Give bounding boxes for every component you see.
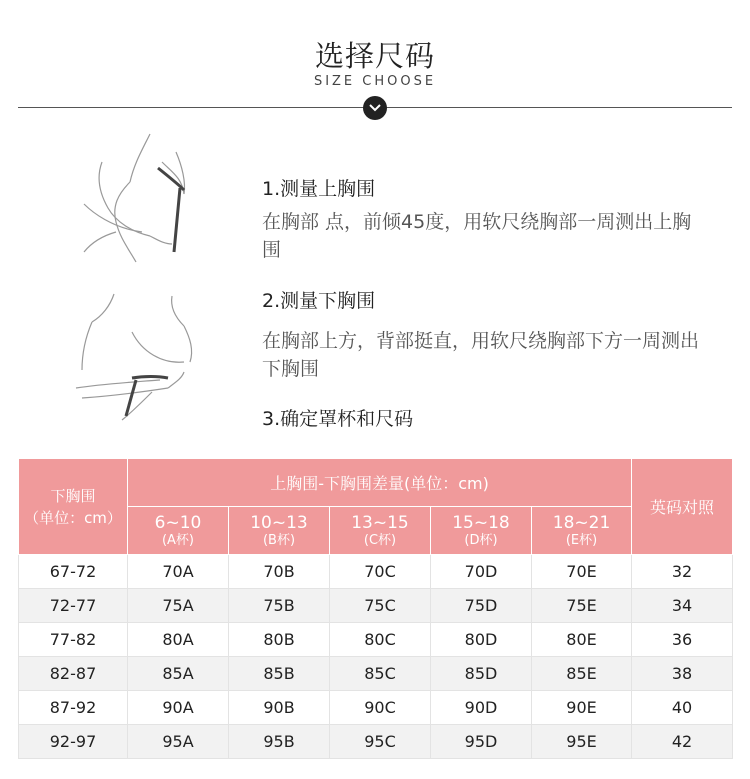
cup-letter: (B杯) [262,532,296,548]
bust-difference-header: 上胸围-下胸围差量(单位：cm) [128,459,632,507]
table-cell: 75B [229,589,330,623]
table-row [19,623,733,657]
table-cell: 80C [330,623,431,657]
cup-header [532,507,632,555]
table-row [19,691,733,725]
step-3-title: 3.确定罩杯和尺码 [262,408,414,430]
under-bust-illustration [72,292,222,432]
cup-range: 18~21 [552,512,611,533]
table-cell: 90D [431,691,532,725]
table-cell: 85B [229,657,330,691]
chevron-down-icon [363,96,387,120]
table-cell: 70B [229,555,330,589]
table-cell: 95B [229,725,330,759]
cup-letter: (C杯) [363,532,397,548]
page-title: 选择尺码 [314,39,435,73]
under-bust-header-unit: （单位：cm） [24,508,122,527]
cup-range: 13~15 [351,512,409,533]
table-cell: 80E [532,623,632,657]
cup-letter: (E杯) [565,532,598,548]
table-cell: 38 [632,657,733,691]
table-cell: 75D [431,589,532,623]
page-header [0,0,750,125]
table-cell: 34 [632,589,733,623]
table-cell: 72-77 [19,589,128,623]
cup-range: 10~13 [250,512,308,533]
table-row [19,589,733,623]
table-cell: 90A [128,691,229,725]
cup-letter: (D杯) [464,532,498,548]
table-cell: 75A [128,589,229,623]
table-cell: 77-82 [19,623,128,657]
table-cell: 40 [632,691,733,725]
table-cell: 70E [532,555,632,589]
table-cell: 85D [431,657,532,691]
step-1-title: 1.测量上胸围 [262,178,376,200]
table-cell: 80A [128,623,229,657]
table-cell: 70C [330,555,431,589]
step-1-description: 在胸部 点，前倾45度，用软尺绕胸部一周测出上胸围 [262,211,692,261]
table-cell: 36 [632,623,733,657]
table-cell: 95E [532,725,632,759]
table-cell: 32 [632,555,733,589]
upper-bust-illustration [72,132,212,267]
table-cell: 95D [431,725,532,759]
table-cell: 75E [532,589,632,623]
table-cell: 70D [431,555,532,589]
table-cell: 90E [532,691,632,725]
table-row [19,657,733,691]
step-2-description: 在胸部上方，背部挺直，用软尺绕胸部下方一周测出下胸围 [262,330,700,380]
table-cell: 85C [330,657,431,691]
table-cell: 82-87 [19,657,128,691]
cup-letter: (A杯) [161,532,195,548]
table-cell: 90C [330,691,431,725]
table-cell: 85A [128,657,229,691]
table-row [19,555,733,589]
table-cell: 90B [229,691,330,725]
cup-header [229,507,330,555]
uk-size-header: 英码对照 [632,459,733,555]
table-cell: 70A [128,555,229,589]
table-cell: 42 [632,725,733,759]
table-cell: 80B [229,623,330,657]
table-cell: 75C [330,589,431,623]
cup-header [128,507,229,555]
size-chart-table [18,458,733,759]
table-cell: 67-72 [19,555,128,589]
table-cell: 85E [532,657,632,691]
under-bust-header [19,459,128,555]
under-bust-header-label: 下胸围 [50,486,96,505]
step-2-title: 2.测量下胸围 [262,290,376,312]
cup-range: 6~10 [154,512,202,533]
table-cell: 95A [128,725,229,759]
cup-header [431,507,532,555]
table-cell: 92-97 [19,725,128,759]
table-cell: 95C [330,725,431,759]
table-row [19,725,733,759]
table-cell: 80D [431,623,532,657]
cup-header [330,507,431,555]
cup-range: 15~18 [452,512,510,533]
table-cell: 87-92 [19,691,128,725]
page-subtitle: SIZE CHOOSE [313,74,437,89]
